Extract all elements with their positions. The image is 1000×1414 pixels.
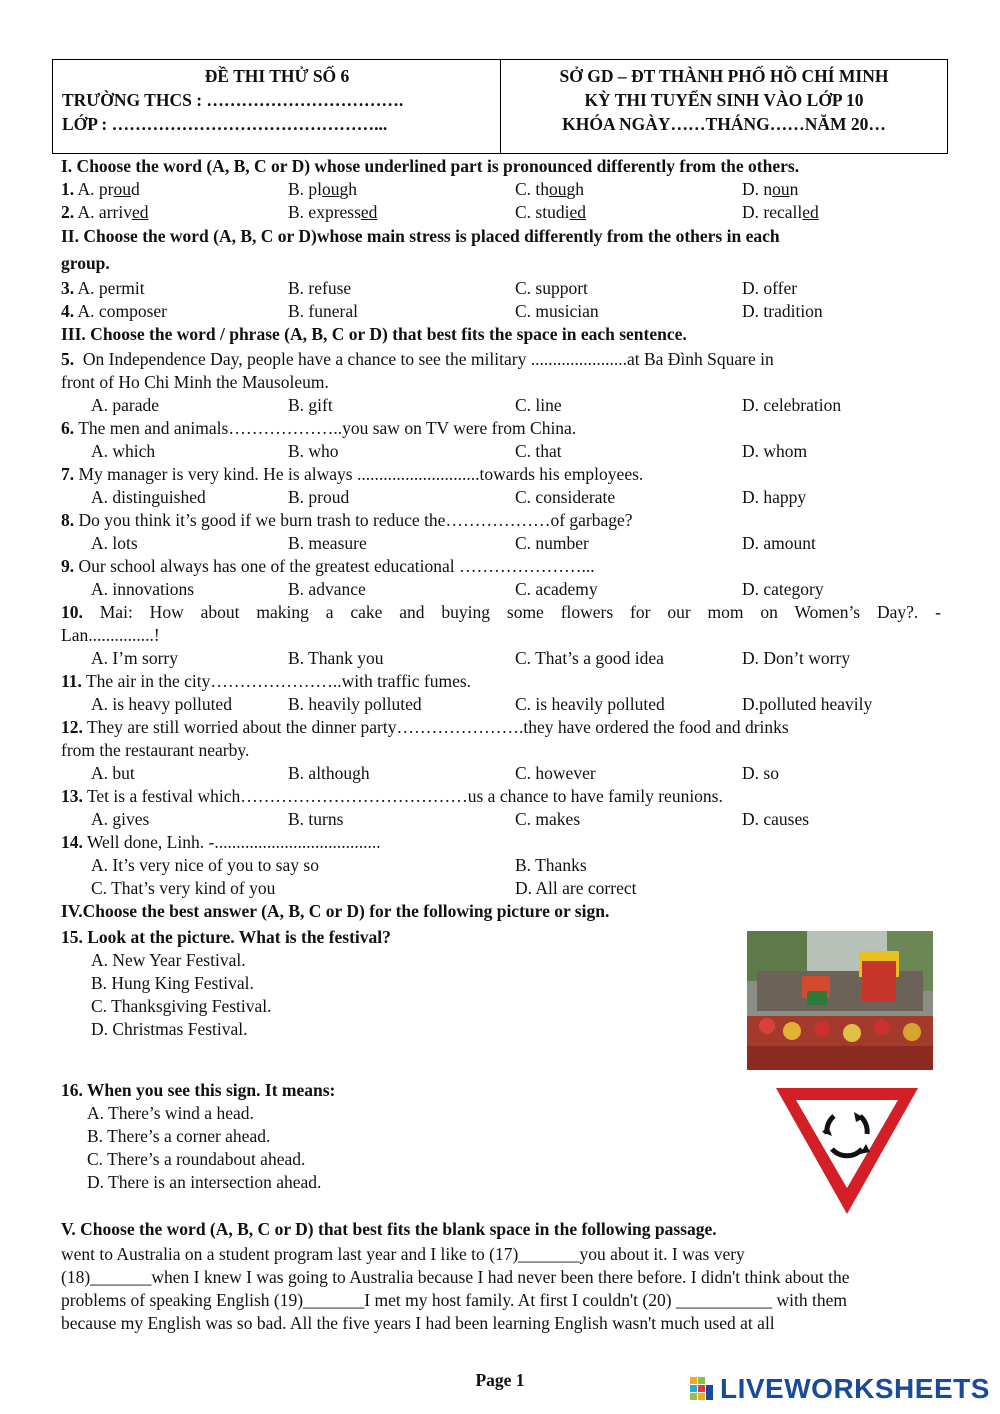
q10-options — [61, 647, 941, 670]
q1-option-b[interactable]: B. plough — [288, 179, 358, 199]
q6-option-a[interactable]: A. which — [91, 441, 156, 461]
q16-title: 16. When you see this sign. It means: — [61, 1080, 336, 1100]
section-2-heading: II. Choose the word (A, B, C or D)whose main stress is placed differently from the others in each — [61, 226, 780, 246]
q10-option-b[interactable]: B. Thank you — [288, 648, 384, 668]
q3-option-b[interactable]: B. refuse — [288, 278, 352, 298]
q10-option-c[interactable]: C. That’s a good idea — [515, 648, 664, 668]
q2-option-b[interactable]: B. expressed — [288, 202, 378, 222]
header-right-cell — [501, 60, 947, 153]
q9-option-b[interactable]: B. advance — [288, 579, 366, 599]
school-line: TRƯỜNG THCS : ……………………………. — [62, 90, 404, 110]
q10-stem-cont: Lan...............! — [61, 625, 160, 645]
q9-option-a[interactable]: A. innovations — [91, 579, 195, 599]
passage-line-1: went to Australia on a student program last year and I like to (17)_______you about it. I was very — [61, 1244, 745, 1264]
passage-line-2: (18)_______when I knew I was going to Australia because I had never been there before. I didn't think about the — [61, 1267, 850, 1287]
q2-option-a[interactable]: 2. A. arrived — [61, 202, 149, 222]
q8-options — [61, 532, 941, 555]
q15-option-c[interactable]: C. Thanksgiving Festival. — [91, 996, 272, 1016]
exam-name-line: KỲ THI TUYỂN SINH VÀO LỚP 10 — [584, 90, 864, 110]
q15-option-a[interactable]: A. New Year Festival. — [91, 950, 246, 970]
q13-option-c[interactable]: C. makes — [515, 809, 581, 829]
q8-option-d[interactable]: D. amount — [742, 533, 816, 553]
q12-stem-cont: from the restaurant nearby. — [61, 740, 250, 760]
q11-option-d[interactable]: D.polluted heavily — [742, 694, 873, 714]
q1-option-a[interactable]: 1. A. proud — [61, 179, 140, 199]
class-line: LỚP : ………………………………………... — [62, 114, 388, 134]
q5-option-d[interactable]: D. celebration — [742, 395, 842, 415]
q15-option-b[interactable]: B. Hung King Festival. — [91, 973, 254, 993]
question-3 — [61, 277, 941, 300]
section-5-heading: V. Choose the word (A, B, C or D) that best fits the blank space in the following passage. — [61, 1219, 717, 1239]
q4-option-b[interactable]: B. funeral — [288, 301, 358, 321]
q7-option-d[interactable]: D. happy — [742, 487, 807, 507]
q5-options — [61, 394, 941, 417]
passage-line-3: problems of speaking English (19)_______I met my host family. At first I couldn't (20) ___________ with them — [61, 1290, 848, 1310]
q4-option-d[interactable]: D. tradition — [742, 301, 823, 321]
q2-option-d[interactable]: D. recalled — [742, 202, 819, 222]
passage-line-4: because my English was so bad. All the five years I had been learning English wasn't much used at all — [61, 1313, 775, 1333]
q16-option-b[interactable]: B. There’s a corner ahead. — [87, 1126, 271, 1146]
q9-option-c[interactable]: C. academy — [515, 579, 598, 599]
q3-option-a[interactable]: 3. A. permit — [61, 278, 145, 298]
q8-option-c[interactable]: C. number — [515, 533, 589, 553]
q11-stem: 11. The air in the city…………………..with traffic fumes. — [61, 671, 472, 691]
q7-option-c[interactable]: C. considerate — [515, 487, 616, 507]
q16-option-a[interactable]: A. There’s wind a head. — [87, 1103, 254, 1123]
q8-option-a[interactable]: A. lots — [91, 533, 138, 553]
question-2 — [61, 201, 941, 224]
q16-option-d[interactable]: D. There is an intersection ahead. — [87, 1172, 322, 1192]
q14-options-row1 — [61, 854, 941, 877]
q10-option-a[interactable]: A. I’m sorry — [91, 648, 178, 668]
q14-option-d[interactable]: D. All are correct — [515, 878, 637, 898]
liveworksheets-logo — [690, 1373, 990, 1405]
q15-option-d[interactable]: D. Christmas Festival. — [91, 1019, 248, 1039]
q4-option-c[interactable]: C. musician — [515, 301, 599, 321]
q3-option-d[interactable]: D. offer — [742, 278, 798, 298]
q5-option-c[interactable]: C. line — [515, 395, 562, 415]
q12-option-c[interactable]: C. however — [515, 763, 596, 783]
header-table — [52, 59, 948, 154]
q5-option-a[interactable]: A. parade — [91, 395, 160, 415]
liveworksheets-logo-icon — [690, 1375, 714, 1403]
q7-stem: 7. My manager is very kind. He is always ............................towards his employees. — [61, 464, 644, 484]
q13-option-d[interactable]: D. causes — [742, 809, 810, 829]
q6-option-c[interactable]: C. that — [515, 441, 562, 461]
header-left-cell — [53, 60, 501, 153]
q14-option-b[interactable]: B. Thanks — [515, 855, 587, 875]
q5-stem: 5. On Independence Day, people have a chance to see the military ......................at Ba Đình Square in — [61, 349, 774, 369]
section-3-heading: III. Choose the word / phrase (A, B, C or D) that best fits the space in each sentence. — [61, 324, 687, 344]
q13-stem: 13. Tet is a festival which…………………………………us a chance to have family reunions. — [61, 786, 723, 806]
q12-option-b[interactable]: B. although — [288, 763, 370, 783]
q14-option-c[interactable]: C. That’s very kind of you — [91, 878, 276, 898]
q5-option-b[interactable]: B. gift — [288, 395, 333, 415]
q13-options — [61, 808, 941, 831]
section-2-heading-cont: group. — [61, 253, 110, 273]
q11-options — [61, 693, 941, 716]
roundabout-sign-icon — [772, 1084, 922, 1218]
q14-stem: 14. Well done, Linh. -...................................... — [61, 832, 381, 852]
q6-options — [61, 440, 941, 463]
q8-option-b[interactable]: B. measure — [288, 533, 367, 553]
question-4 — [61, 300, 941, 323]
q11-option-a[interactable]: A. is heavy polluted — [91, 694, 232, 714]
q5-stem-cont: front of Ho Chi Minh the Mausoleum. — [61, 372, 329, 392]
department-line: SỞ GD – ĐT THÀNH PHỐ HỒ CHÍ MINH — [559, 66, 889, 86]
q12-option-d[interactable]: D. so — [742, 763, 779, 783]
liveworksheets-logo-text: LIVEWORKSHEETS — [720, 1373, 990, 1404]
q14-option-a[interactable]: A. It’s very nice of you to say so — [91, 855, 319, 875]
q10-option-d[interactable]: D. Don’t worry — [742, 648, 851, 668]
q8-stem: 8. Do you think it’s good if we burn trash to reduce the………………of garbage? — [61, 510, 633, 530]
q15-title: 15. Look at the picture. What is the festival? — [61, 927, 391, 947]
q10-stem: 10. Mai: How about making a cake and buying some flowers for our mom on Women’s Day?. - — [61, 602, 941, 622]
q1-option-c[interactable]: C. though — [515, 179, 585, 199]
exam-date-line: KHÓA NGÀY……THÁNG……NĂM 20… — [562, 114, 886, 134]
q3-option-c[interactable]: C. support — [515, 278, 588, 298]
section-1-heading: I. Choose the word (A, B, C or D) whose underlined part is pronounced differently from the others. — [61, 156, 800, 176]
q7-options — [61, 486, 941, 509]
q6-option-d[interactable]: D. whom — [742, 441, 808, 461]
q11-option-b[interactable]: B. heavily polluted — [288, 694, 422, 714]
q12-stem: 12. They are still worried about the dinner party………………….they have ordered the food and drinks — [61, 717, 789, 737]
q6-stem: 6. The men and animals………………..you saw on TV were from China. — [61, 418, 577, 438]
q7-option-a[interactable]: A. distinguished — [91, 487, 206, 507]
q13-option-b[interactable]: B. turns — [288, 809, 344, 829]
question-1 — [61, 178, 941, 201]
page-number: Page 1 — [475, 1370, 525, 1390]
q9-option-d[interactable]: D. category — [742, 579, 824, 599]
q11-option-c[interactable]: C. is heavily polluted — [515, 694, 665, 714]
q9-stem: 9. Our school always has one of the greatest educational …………………... — [61, 556, 595, 576]
section-4-heading: IV.Choose the best answer (A, B, C or D) for the following picture or sign. — [61, 901, 610, 921]
q1-option-d[interactable]: D. noun — [742, 179, 799, 199]
q16-option-c[interactable]: C. There’s a roundabout ahead. — [87, 1149, 306, 1169]
q9-options — [61, 578, 941, 601]
q12-option-a[interactable]: A. but — [91, 763, 135, 783]
festival-photo — [747, 931, 933, 1070]
q2-option-c[interactable]: C. studied — [515, 202, 586, 222]
exam-title: ĐỀ THI THỬ SỐ 6 — [204, 66, 350, 86]
q7-option-b[interactable]: B. proud — [288, 487, 350, 507]
q13-option-a[interactable]: A. gives — [91, 809, 150, 829]
q14-options-row2 — [61, 877, 941, 900]
q6-option-b[interactable]: B. who — [288, 441, 339, 461]
q4-option-a[interactable]: 4. A. composer — [61, 301, 167, 321]
q12-options — [61, 762, 941, 785]
